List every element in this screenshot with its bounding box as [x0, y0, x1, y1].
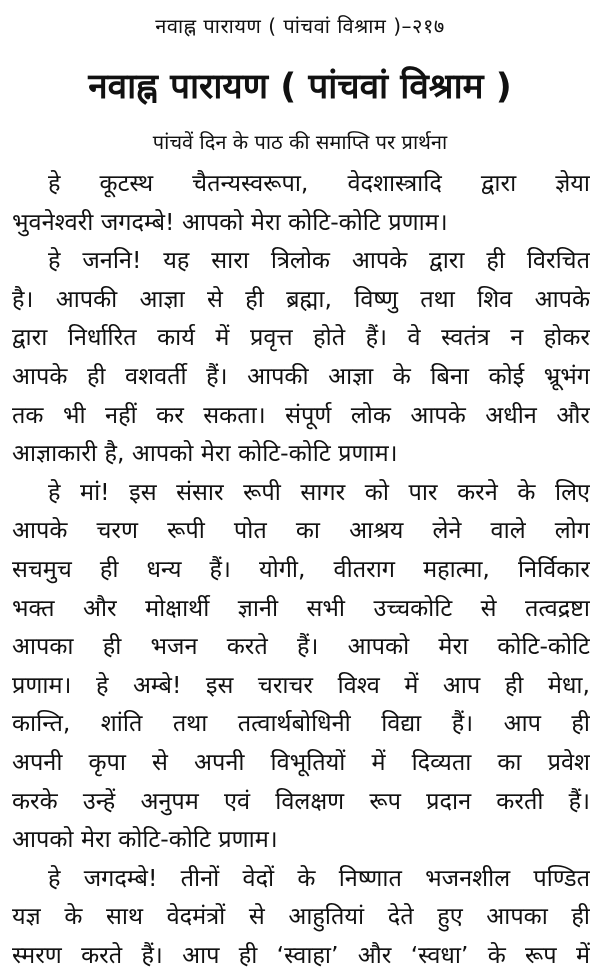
text-line: भुवनेश्वरी जगदम्बे! आपको मेरा कोटि-कोटि प्रणाम। [12, 207, 448, 236]
text-line: आपके ही वशवर्ती हैं। आपकी आज्ञा के बिना कोई भ्रूभंग [12, 361, 590, 390]
text-line: प्रणाम। हे अम्बे! इस चराचर विश्व में आप ही मेधा, [12, 670, 590, 699]
text-line: आपके चरण रूपी पोत का आश्रय लेने वाले लोग [12, 516, 590, 545]
text-line: यज्ञ के साथ वेदमंत्रों से आहुतियां देते हुए आपका ही [12, 902, 590, 931]
text-line: कान्ति, शांति तथा तत्वार्थबोधिनी विद्या हैं। आप ही [12, 709, 590, 738]
text-line: है। आपकी आज्ञा से ही ब्रह्मा, विष्णु तथा शिव आपके [12, 284, 590, 313]
text-line: आपको मेरा कोटि-कोटि प्रणाम। [12, 825, 278, 854]
text-line: तक भी नहीं कर सकता। संपूर्ण लोक आपके अधीन और [12, 400, 590, 429]
text-line: आज्ञाकारी है, आपको मेरा कोटि-कोटि प्रणाम। [12, 439, 398, 468]
text-line: हे मां! इस संसार रूपी सागर को पार करने के लिए [48, 477, 590, 506]
text-line: करके उन्हें अनुपम एवं विलक्षण रूप प्रदान करती हैं। [12, 786, 590, 815]
text-line: सचमुच ही धन्य हैं। योगी, वीतराग महात्मा, निर्विकार [12, 554, 590, 583]
text-line: स्मरण करते हैं। आप ही ‘स्वाहा’ और ‘स्वधा’ के रूप में [12, 940, 590, 969]
text-line: हे जननि! यह सारा त्रिलोक आपके द्वारा ही विरचित [48, 246, 590, 275]
text-line: अपनी कृपा से अपनी विभूतियों में दिव्यता का प्रवेश [12, 747, 590, 776]
text-line: हे जगदम्बे! तीनों वेदों के निष्णात भजनशील पण्डित [48, 863, 590, 892]
body-text [12, 164, 590, 974]
chapter-title: नवाह्न पारायण ( पांचवां विश्राम ) [88, 67, 512, 107]
text-line: आपका ही भजन करते हैं। आपको मेरा कोटि-कोटि [12, 632, 590, 661]
running-header: नवाह्न पारायण ( पांचवां विश्राम )–२१७ [155, 14, 445, 38]
text-line: द्वारा निर्धारित कार्य में प्रवृत्त होते हैं। वे स्वतंत्र न होकर [12, 323, 590, 352]
text-line: भक्त और मोक्षार्थी ज्ञानी सभी उच्चकोटि से तत्वद्रष्टा [12, 593, 590, 622]
text-line: हे कूटस्थ चैतन्यस्वरूपा, वेदशास्त्रादि द्वारा ज्ञेया [48, 169, 590, 197]
prayer-subtitle: पांचवें दिन के पाठ की समाप्ति पर प्रार्थना [152, 130, 448, 154]
